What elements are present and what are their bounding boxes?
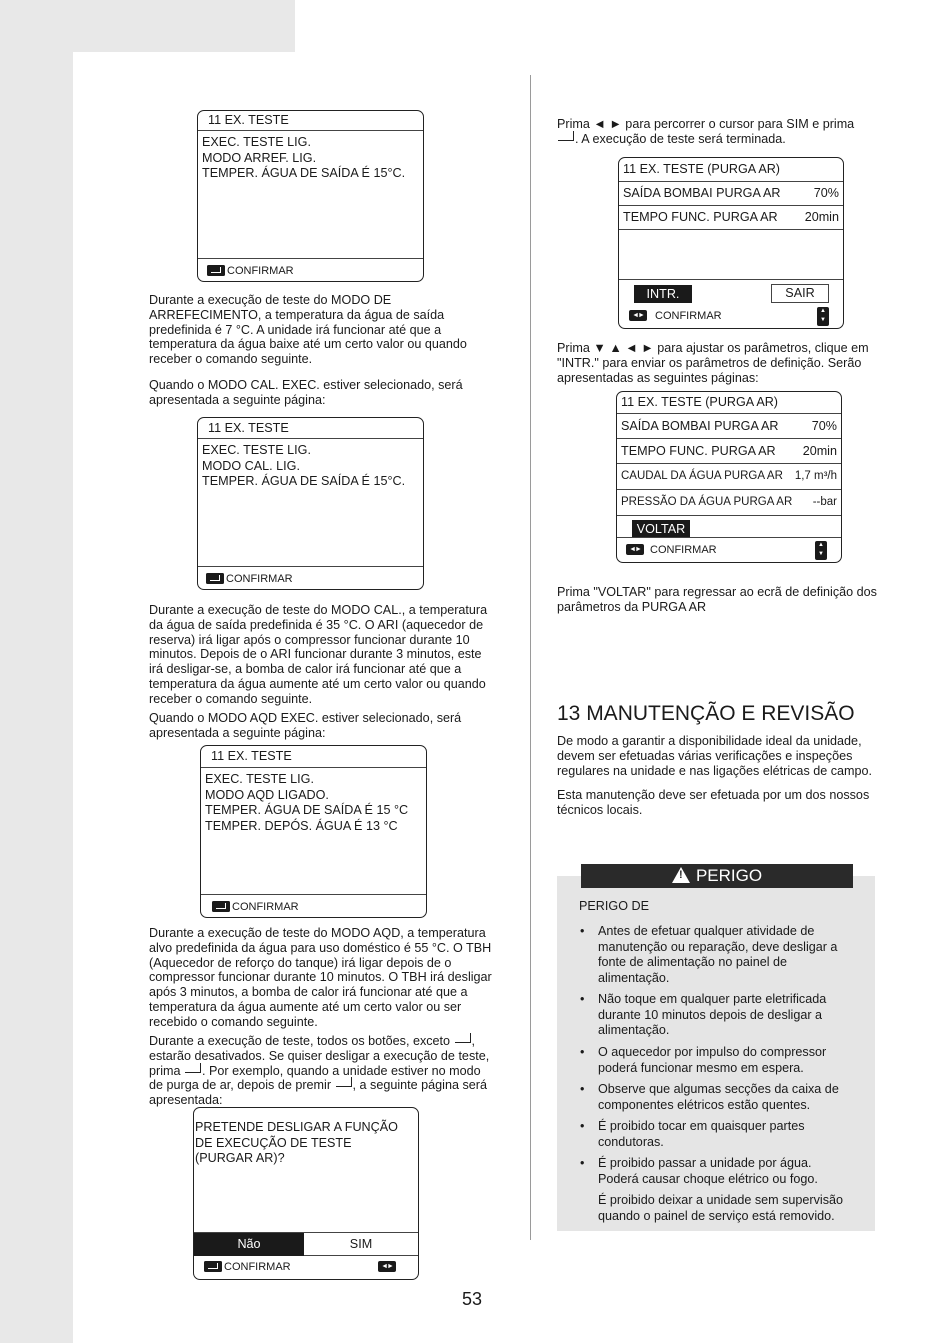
lcd-screen-purge-status: [616, 391, 842, 563]
text-fragment: de purga de ar, depois de premir: [149, 1078, 332, 1093]
param-label: SAÍDA BOMBAI PURGA AR: [621, 419, 779, 433]
confirm-label: CONFIRMAR: [650, 544, 717, 556]
param-label: TEMPO FUNC. PURGA AR: [623, 210, 778, 224]
column-divider: [530, 75, 531, 1240]
text-fragment: . A execução de teste será terminada.: [575, 131, 786, 146]
page-number: 53: [462, 1289, 483, 1309]
section-title: 13 MANUTENÇÃO E REVISÃO: [557, 702, 855, 725]
section-paragraph: De modo a garantir a disponibilidade ideal da unidade, devem ser efetuadas várias verificações e inspeções regulares na unidade e nas ligações elétricas de campo.: [557, 734, 873, 778]
screen-line: EXEC. TESTE LIG.: [202, 443, 311, 457]
sair-button[interactable]: SAIR: [771, 284, 829, 303]
confirm-label: CONFIRMAR: [224, 1261, 291, 1273]
no-option[interactable]: Não: [194, 1233, 304, 1256]
screen-line: EXEC. TESTE LIG.: [202, 135, 311, 149]
param-label: PRESSÃO DA ÁGUA PURGA AR: [621, 496, 793, 508]
enter-icon: [185, 1063, 201, 1073]
text-fragment: Prima ◄ ► para percorrer o cursor para SIM e prima: [557, 117, 855, 131]
screen-line: MODO AQD LIGADO.: [205, 787, 329, 802]
left-right-arrows-icon: ◄►: [378, 1261, 396, 1272]
screen-line: PRETENDE DESLIGAR A FUNÇÃO: [195, 1120, 398, 1134]
paragraph-cool-mode: Durante a execução de teste do MODO DE ARREFECIMENTO, a temperatura da água de saída predefinida é 7 °C. A unidade irá funcionar até que a temperatura da água baixe até um certo valor ou quando receber o comando seguinte.: [149, 293, 467, 367]
left-right-arrows-icon: ◄►: [626, 544, 644, 555]
paragraph-adjust-params: Prima ▼ ▲ ◄ ► para ajustar os parâmetros, clique em "INTR." para enviar os parâmetros de definição. Serão apresentadas as seguintes páginas:: [557, 341, 869, 385]
confirm-label: CONFIRMAR: [232, 901, 299, 913]
intr-button[interactable]: INTR.: [634, 285, 692, 303]
confirm-label: CONFIRMAR: [655, 310, 722, 322]
screen-header: 11 EX. TESTE: [198, 418, 423, 439]
page-top-strip: [295, 0, 950, 52]
up-down-arrows-icon: ▲ ▼: [815, 541, 827, 560]
screen-line: TEMPER. ÁGUA DE SAÍDA É 15°C.: [202, 166, 406, 180]
lcd-screen-heat-test: [197, 417, 424, 590]
paragraph-heat-mode: Durante a execução de teste do MODO CAL., a temperatura da água de saída predefinida é 35 °C. O ARI (aquecedor de reserva) irá ligar após o compressor funcionar durante 10 minutos. Depois de o ARI funcionar durante 3 minutos, este irá desligar-se, a bomba de calor irá funcionar até que a temperatura da água aumente até um certo valor ou quando receber o comando seguinte.: [149, 603, 488, 706]
screen-line: TEMPER. ÁGUA DE SAÍDA É 15°C.: [202, 474, 406, 488]
text-fragment: estarão desativados. Se quiser desligar a execução de teste,: [149, 1048, 490, 1063]
danger-subtitle: PERIGO DE: [579, 899, 649, 913]
paragraph-heat-intro: Quando o MODO CAL. EXEC. estiver selecionado, será apresentada a seguinte página:: [149, 378, 463, 407]
param-label: SAÍDA BOMBAI PURGA AR: [623, 186, 781, 200]
paragraph-move-cursor: [557, 117, 887, 147]
enter-icon: [206, 573, 224, 584]
paragraph-dhw-intro: Quando o MODO AQD EXEC. estiver selecionado, será apresentada a seguinte página:: [149, 711, 462, 740]
screen-line: TEMPER. ÁGUA DE SAÍDA É 15 °C: [205, 803, 409, 817]
screen-line: MODO CAL. LIG.: [202, 458, 300, 473]
enter-icon: [207, 265, 225, 276]
enter-icon: [336, 1077, 352, 1087]
paragraph-buttons-disabled: [149, 1034, 499, 1108]
param-value: 20min: [802, 444, 837, 458]
voltar-button[interactable]: VOLTAR: [632, 520, 690, 538]
text-fragment: . Por exemplo, quando a unidade estiver no modo: [202, 1063, 481, 1078]
screen-header: 11 EX. TESTE: [198, 111, 423, 131]
param-label: CAUDAL DA ÁGUA PURGA AR: [621, 470, 783, 482]
warning-icon: [672, 867, 690, 883]
param-value: 70%: [811, 419, 837, 433]
danger-title: PERIGO: [695, 866, 763, 885]
enter-icon: [212, 901, 230, 912]
param-label: TEMPO FUNC. PURGA AR: [621, 444, 776, 458]
paragraph-voltar: Prima "VOLTAR" para regressar ao ecrã de definição dos parâmetros da PURGA AR: [557, 585, 877, 614]
up-down-arrows-icon: ▲ ▼: [817, 307, 829, 326]
param-value: --bar: [812, 496, 837, 508]
screen-header: 11 EX. TESTE (PURGA AR): [617, 392, 841, 414]
enter-icon: [558, 131, 574, 141]
enter-icon: [455, 1033, 471, 1043]
screen-line: EXEC. TESTE LIG.: [205, 772, 314, 786]
left-right-arrows-icon: ◄►: [629, 310, 647, 321]
text-fragment: apresentada:: [149, 1093, 223, 1108]
yes-option[interactable]: SIM: [349, 1237, 373, 1251]
param-value: 1,7 m³/h: [794, 470, 837, 482]
screen-line: MODO ARREF. LIG.: [202, 150, 317, 165]
param-value[interactable]: 20min: [804, 210, 839, 224]
confirm-label: CONFIRMAR: [227, 265, 294, 277]
text-fragment: ,: [471, 1034, 476, 1048]
text-fragment: , a seguinte página será: [352, 1078, 487, 1093]
screen-line: TEMPER. DEPÓS. ÁGUA É 13 °C: [205, 818, 398, 833]
param-value[interactable]: 70%: [813, 186, 839, 200]
enter-icon: [204, 1261, 222, 1272]
paragraph-dhw-mode: Durante a execução de teste do MODO AQD, a temperatura alvo predefinida da água para uso doméstico é 55 °C. O TBH (Aquecedor de reforço do tanque) irá ligar depois de o compressor funcionar durante 10 minutos. O TBH irá desligar após 3 minutos, a bomba de calor irá funcionar até que a temperatura da água aumente até um certo valor ou ser recebido o comando seguinte.: [149, 926, 492, 1029]
screen-header: 11 EX. TESTE: [201, 746, 426, 768]
text-fragment: Durante a execução de teste, todos os botões, exceto: [149, 1034, 451, 1048]
danger-header: [581, 864, 853, 888]
screen-line: (PURGAR AR)?: [195, 1151, 285, 1165]
lcd-screen-dhw-test: [200, 745, 427, 918]
lcd-screen-exit-confirm: [193, 1107, 419, 1280]
lcd-screen-cool-test: [197, 110, 424, 282]
section-paragraph: Esta manutenção deve ser efetuada por um dos nossos técnicos locais.: [557, 788, 870, 817]
screen-line: DE EXECUÇÃO DE TESTE: [195, 1135, 352, 1150]
lcd-screen-purge-settings: [618, 157, 844, 329]
confirm-label: CONFIRMAR: [226, 573, 293, 585]
text-fragment: prima: [149, 1063, 181, 1078]
screen-header: 11 EX. TESTE (PURGA AR): [619, 158, 843, 182]
